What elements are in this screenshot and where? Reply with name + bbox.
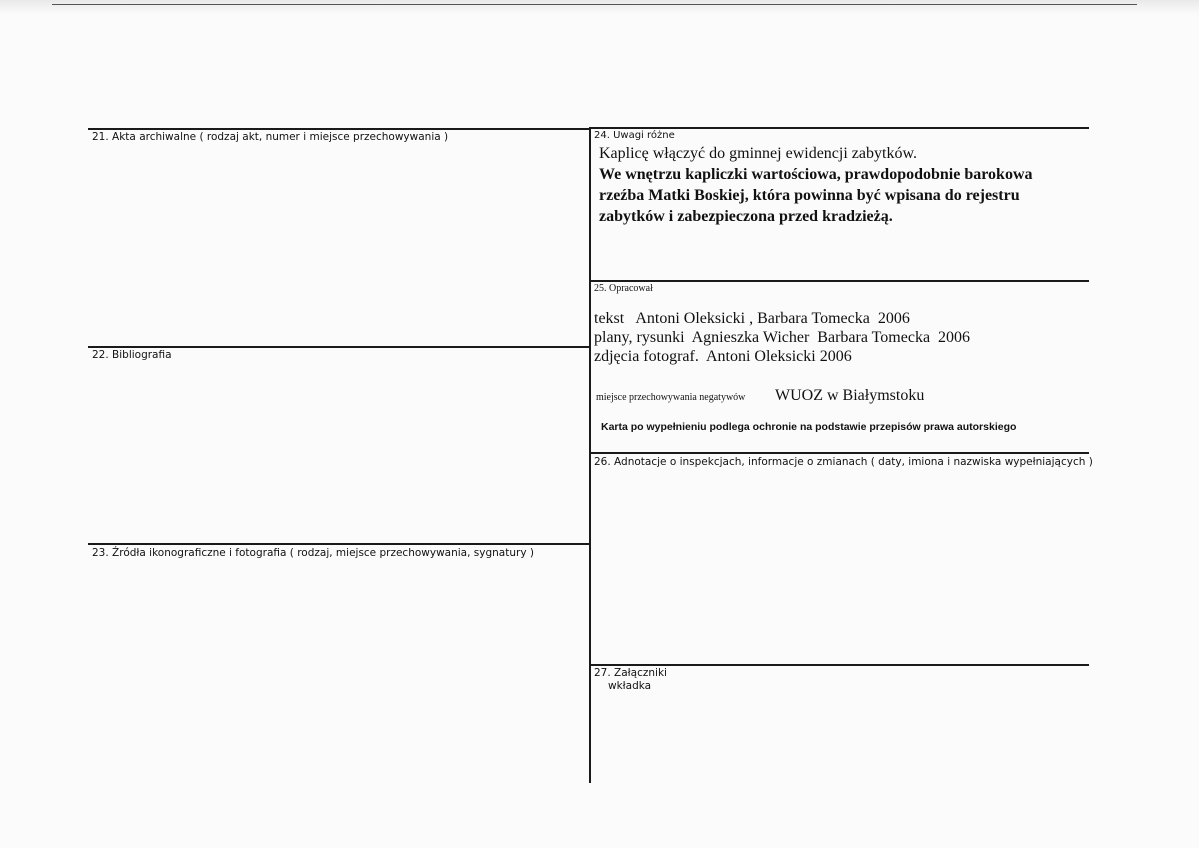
- negatives-label: miejsce przechowywania negatywów: [596, 392, 746, 403]
- section-26-rule: [589, 452, 1089, 454]
- section-22-rule: [88, 346, 590, 348]
- section-21-rule: [88, 128, 590, 130]
- scan-top-edge: [0, 0, 1199, 14]
- section-27-item: wkładka: [608, 680, 652, 692]
- section-25-text-line: tekst Antoni Oleksicki , Barbara Tomecka 2006: [594, 310, 910, 327]
- top-divider: [52, 4, 1137, 5]
- section-25-label: 25. Opracował: [594, 283, 653, 294]
- section-21-label: 21. Akta archiwalne ( rodzaj akt, numer i miejsce przechowywania ): [92, 131, 449, 143]
- section-24-rule: [589, 127, 1089, 129]
- negatives-value: WUOZ w Białymstoku: [775, 387, 925, 404]
- section-27-label: 27. Załączniki: [594, 667, 667, 679]
- section-25-photos-line: zdjęcia fotograf. Antoni Oleksicki 2006: [594, 348, 852, 365]
- section-25-rule: [589, 280, 1089, 282]
- section-24-label: 24. Uwagi różne: [594, 130, 675, 141]
- column-divider: [589, 128, 591, 783]
- copyright-note: Karta po wypełnieniu podlega ochronie na podstawie przepisów prawa autorskiego: [601, 421, 1017, 433]
- section-26-label: 26. Adnotacje o inspekcjach, informacje o zmianach ( daty, imiona i nazwiska wypełniających ): [594, 456, 1093, 468]
- section-24-line1: Kaplicę włączyć do gminnej ewidencji zabytków.: [599, 145, 917, 162]
- section-27-rule: [589, 664, 1089, 666]
- section-22-label: 22. Bibliografia: [92, 349, 172, 361]
- section-23-rule: [88, 543, 590, 545]
- section-23-label: 23. Źródła ikonograficzne i fotografia ( rodzaj, miejsce przechowywania, sygnatury ): [92, 547, 534, 559]
- section-25-plans-line: plany, rysunki Agnieszka Wicher Barbara Tomecka 2006: [594, 329, 971, 346]
- section-24-bold-text: We wnętrzu kapliczki wartościowa, prawdopodobnie barokowa rzeźba Matki Boskiej, która powinna być wpisana do rejestru zabytków i zabezpieczona przed kradzieżą.: [599, 166, 1033, 225]
